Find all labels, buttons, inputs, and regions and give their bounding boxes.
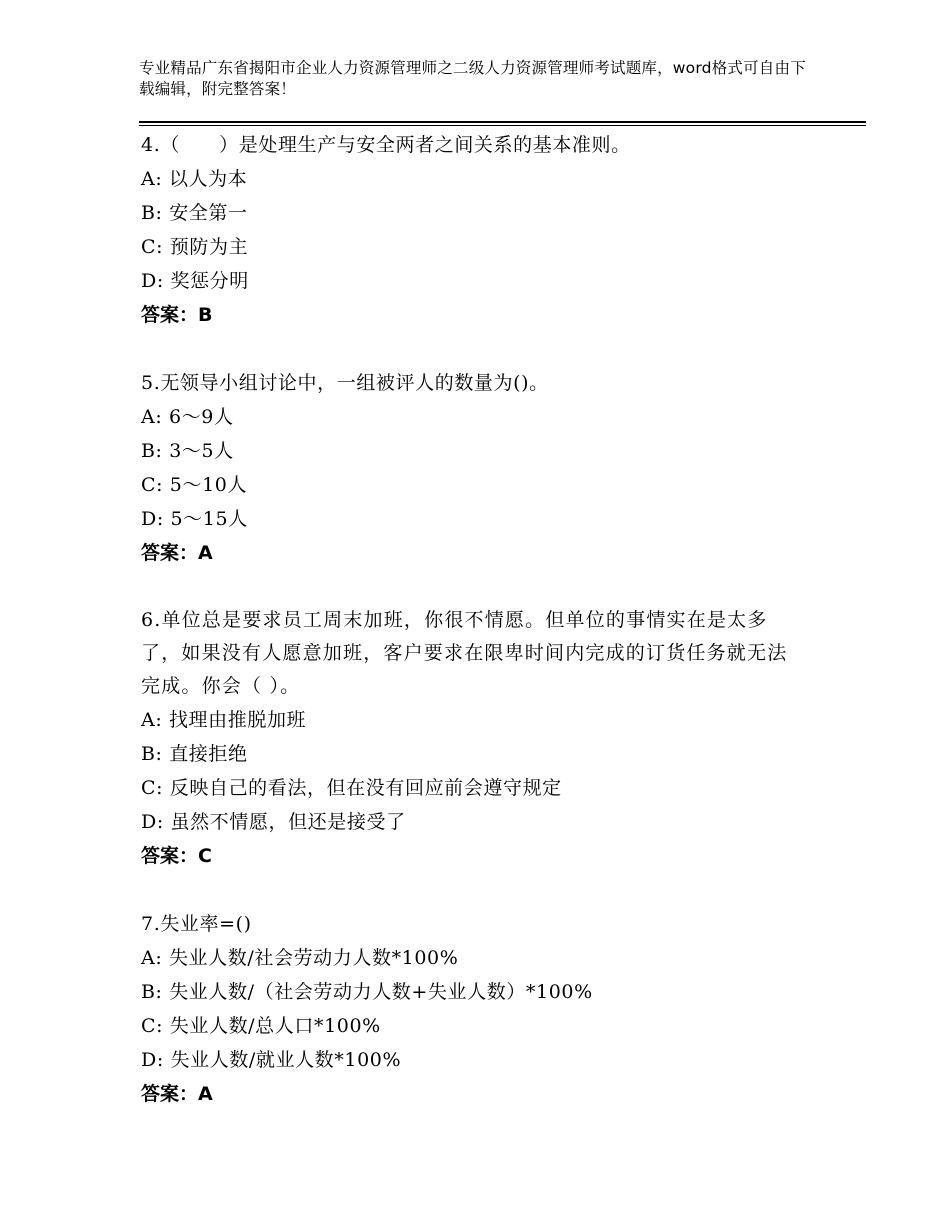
answer-label: 答案：C bbox=[141, 845, 212, 867]
answer-label: 答案：A bbox=[141, 542, 213, 564]
option-c: C: 预防为主 bbox=[141, 236, 249, 258]
question-stem: 4.（ ）是处理生产与安全两者之间关系的基本准则。 bbox=[141, 134, 631, 156]
question-spacer bbox=[141, 570, 801, 604]
option-a: A: 6～9人 bbox=[141, 406, 234, 428]
document-header: 专业精品广东省揭阳市企业人力资源管理师之二级人力资源管理师考试题库，word格式可自由下载编辑，附完整答案！ bbox=[139, 59, 806, 98]
option-b: B: 直接拒绝 bbox=[141, 743, 248, 765]
answer-label: 答案：B bbox=[141, 304, 213, 326]
option-d: D: 5～15人 bbox=[141, 508, 248, 530]
question-spacer bbox=[141, 873, 801, 907]
question-item bbox=[141, 907, 801, 1111]
option-d: D: 失业人数/就业人数*100% bbox=[141, 1049, 402, 1071]
question-spacer bbox=[141, 332, 801, 366]
option-c: C: 失业人数/总人口*100% bbox=[141, 1015, 381, 1037]
option-a: A: 以人为本 bbox=[141, 168, 248, 190]
answer-label: 答案：A bbox=[141, 1083, 213, 1105]
option-c: C: 5～10人 bbox=[141, 474, 248, 496]
option-d: D: 奖惩分明 bbox=[141, 270, 249, 292]
option-b: B: 3～5人 bbox=[141, 440, 234, 462]
question-stem: 7.失业率=() bbox=[141, 913, 252, 935]
option-c: C: 反映自己的看法，但在没有回应前会遵守规定 bbox=[141, 777, 562, 799]
question-item bbox=[141, 604, 801, 873]
option-d: D: 虽然不情愿，但还是接受了 bbox=[141, 811, 406, 833]
option-a: A: 失业人数/社会劳动力人数*100% bbox=[141, 947, 459, 969]
question-item bbox=[141, 366, 801, 570]
option-b: B: 失业人数/（社会劳动力人数+失业人数）*100% bbox=[141, 981, 593, 1003]
option-a: A: 找理由推脱加班 bbox=[141, 709, 307, 731]
option-b: B: 安全第一 bbox=[141, 202, 248, 224]
header-rule-thin bbox=[139, 125, 866, 126]
question-list bbox=[141, 128, 801, 1111]
header-rule-thick bbox=[139, 121, 866, 123]
question-stem: 5.无领导小组讨论中，一组被评人的数量为()。 bbox=[141, 372, 549, 394]
question-stem: 6.单位总是要求员工周末加班，你很不情愿。但单位的事情实在是太多了，如果没有人愿意加班，客户要求在限卑时间内完成的订货任务就无法完成。你会（ ）。 bbox=[141, 609, 788, 697]
question-item bbox=[141, 128, 801, 332]
